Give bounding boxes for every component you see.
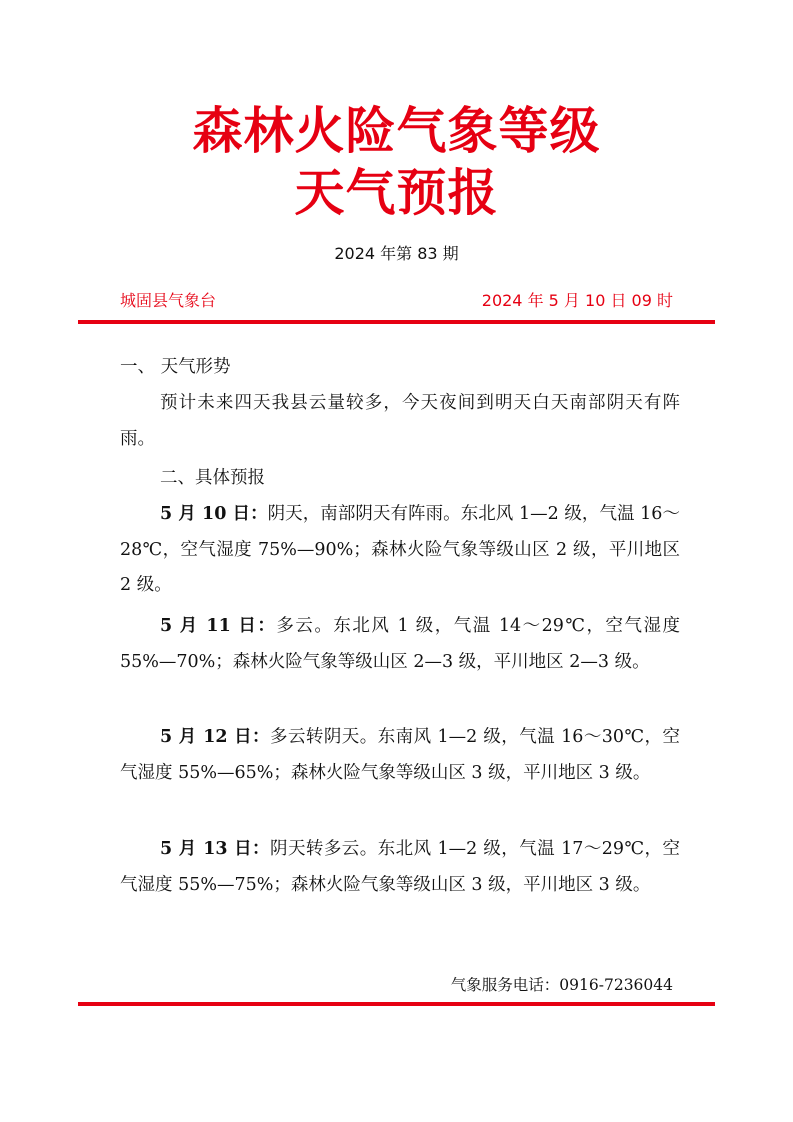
section-heading-detailed-forecast: 二、具体预报 (160, 468, 265, 488)
forecast-day-4 (120, 832, 680, 903)
forecast-day-1-label: 5 月 10 日： (160, 504, 268, 524)
forecast-day-3 (120, 720, 680, 791)
section-heading-weather-trend: 一、 天气形势 (120, 357, 231, 377)
forecast-day-1-text: 阴天，南部阴天有阵雨。东北风 1—2 级，气温 16～28℃，空气湿度 75%—90%；森林火险气象等级山区 2 级，平川地区 2 级。 (120, 504, 680, 595)
forecast-day-3-text: 多云转阴天。东南风 1—2 级，气温 16～30℃，空气湿度 55%—65%；森林火险气象等级山区 3 级，平川地区 3 级。 (120, 727, 680, 783)
document-title-line-2: 天气预报 (294, 164, 499, 222)
forecast-day-4-text: 阴天转多云。东北风 1—2 级，气温 17～29℃，空气湿度 55%—75%；森林火险气象等级山区 3 级，平川地区 3 级。 (120, 839, 680, 895)
document-title-line-1: 森林火险气象等级 (192, 102, 601, 160)
header-divider (78, 320, 715, 324)
service-phone: 气象服务电话：0916-7236044 (450, 976, 673, 994)
forecast-day-1 (120, 497, 680, 604)
forecast-day-4-label: 5 月 13 日： (160, 839, 270, 859)
issue-number: 2024 年第 83 期 (334, 244, 459, 263)
issue-time: 2024 年 5 月 10 日 09 时 (481, 291, 673, 310)
forecast-day-2 (120, 609, 680, 680)
weather-trend-paragraph: 预计未来四天我县云量较多，今天夜间到明天白天南部阴天有阵雨。 (120, 393, 680, 449)
forecast-day-2-text: 多云。东北风 1 级，气温 14～29℃，空气湿度 55%—70%；森林火险气象等级山区 2—3 级，平川地区 2—3 级。 (120, 616, 681, 672)
issuer-name: 城固县气象台 (120, 291, 217, 310)
footer-divider (78, 1002, 715, 1006)
forecast-day-3-label: 5 月 12 日： (160, 727, 270, 747)
forecast-day-2-label: 5 月 11 日： (160, 616, 277, 636)
